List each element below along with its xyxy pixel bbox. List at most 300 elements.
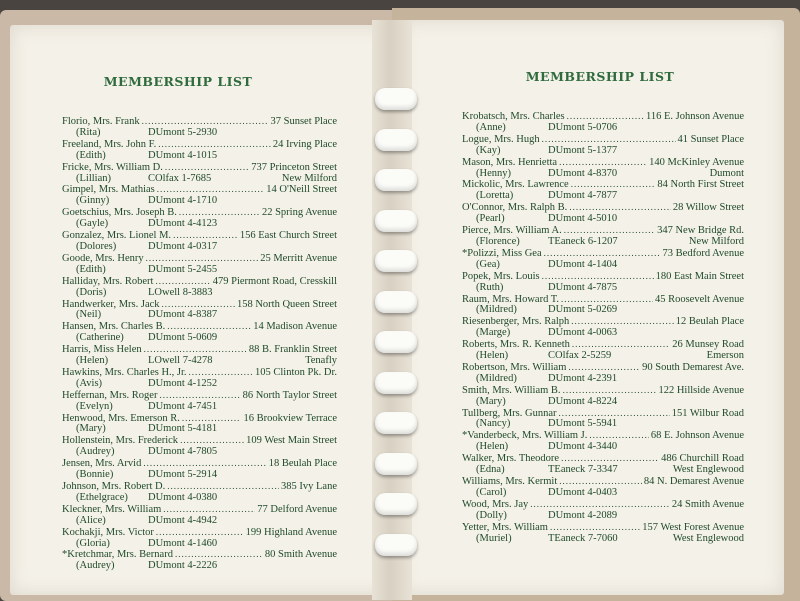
membership-list-left xyxy=(62,116,337,572)
member-name: Gonzalez, Mrs. Lionel M. xyxy=(62,230,172,242)
member-entry xyxy=(62,527,337,550)
member-phone: DUmont 4-0317 xyxy=(148,240,218,252)
member-name-row xyxy=(462,385,744,397)
member-name: Kochakji, Mrs. Victor xyxy=(62,526,154,538)
member-address: 28 Willow Street xyxy=(672,202,744,214)
member-phone: DUmont 4-0380 xyxy=(148,491,218,503)
member-address: 77 Delford Avenue xyxy=(257,503,337,515)
dot-leader xyxy=(561,453,659,464)
member-address: 25 Merritt Avenue xyxy=(260,252,337,264)
member-entry xyxy=(62,299,337,322)
member-address: 116 E. Johnson Avenue xyxy=(646,111,744,122)
member-child: (Mildred) xyxy=(476,304,517,316)
member-child: (Lillian) xyxy=(76,172,111,184)
spiral-coil xyxy=(375,412,417,434)
member-name-row xyxy=(62,276,337,288)
member-entry xyxy=(462,522,744,545)
member-entry xyxy=(62,390,337,413)
dot-leader xyxy=(162,299,235,310)
member-name: Riesenberger, Mrs. Ralph xyxy=(462,316,570,328)
member-detail-row xyxy=(62,288,337,299)
member-name: Kleckner, Mrs. William xyxy=(62,503,162,515)
member-child: (Alice) xyxy=(76,514,106,526)
member-phone: DUmont 4-7805 xyxy=(148,446,218,458)
member-name: Mason, Mrs. Henrietta xyxy=(462,156,558,168)
member-address: 105 Clinton Pk. Dr. xyxy=(255,366,337,378)
member-detail-row xyxy=(62,310,337,321)
member-child: (Audrey) xyxy=(76,446,115,458)
member-name: Freeland, Mrs. John F. xyxy=(62,138,157,150)
member-town xyxy=(648,442,744,453)
member-detail-row xyxy=(62,493,337,504)
member-address: 157 West Forest Avenue xyxy=(642,521,744,533)
member-child: (Mary) xyxy=(76,423,106,435)
member-town xyxy=(248,424,337,435)
member-phone: DUmont 4-5010 xyxy=(548,213,618,225)
member-phone: DUmont 5-0269 xyxy=(548,304,618,316)
member-address: 158 North Queen Street xyxy=(236,298,337,310)
spiral-coil xyxy=(375,493,417,515)
member-name: Hansen, Mrs. Charles B. xyxy=(62,321,166,333)
member-entry xyxy=(462,430,744,453)
member-entry xyxy=(462,157,744,180)
member-town xyxy=(248,265,337,276)
member-town xyxy=(248,219,337,230)
member-detail-row xyxy=(62,219,337,230)
member-town xyxy=(648,305,744,316)
member-detail-row xyxy=(62,539,337,550)
member-name-row xyxy=(462,134,744,146)
member-child: (Gayle) xyxy=(76,218,109,230)
dot-leader xyxy=(571,316,673,327)
member-child: (Dolly) xyxy=(476,509,507,521)
member-detail-row xyxy=(462,397,744,408)
member-address: 80 Smith Avenue xyxy=(264,549,337,561)
member-town xyxy=(248,151,337,162)
dot-leader xyxy=(544,248,661,259)
member-name: Pierce, Mrs. William A. xyxy=(462,225,562,237)
member-detail-row xyxy=(62,561,337,572)
right-page xyxy=(400,20,784,595)
member-name: Robertson, Mrs. William xyxy=(462,361,567,373)
member-child: (Anne) xyxy=(476,121,506,133)
member-name: Hollenstein, Mrs. Frederick xyxy=(62,435,179,447)
member-address: 24 Smith Avenue xyxy=(671,498,744,510)
member-town xyxy=(248,379,337,390)
member-detail-row xyxy=(62,424,337,435)
member-entry xyxy=(62,344,337,367)
member-name: Walker, Mrs. Theodore xyxy=(462,453,560,465)
member-phone: DUmont 4-1404 xyxy=(548,258,618,270)
member-detail-row xyxy=(462,191,744,202)
member-phone: COlfax 1-7685 xyxy=(148,172,212,184)
member-child: (Neil) xyxy=(76,309,102,321)
member-name-row xyxy=(462,271,744,283)
member-name: Hawkins, Mrs. Charles H., Jr. xyxy=(62,366,187,378)
member-phone: DUmont 4-8370 xyxy=(548,167,618,179)
member-address: 479 Piermont Road, Cresskill xyxy=(212,275,337,287)
member-name: Williams, Mrs. Kermit xyxy=(462,476,558,487)
dot-leader xyxy=(563,385,657,396)
member-phone: COlfax 2-5259 xyxy=(548,350,612,362)
member-child: (Dolores) xyxy=(76,240,117,252)
member-town xyxy=(648,328,744,339)
member-phone: DUmont 5-1377 xyxy=(548,144,618,156)
member-detail-row xyxy=(62,242,337,253)
member-child: (Mary) xyxy=(476,395,506,407)
member-town: West Englewood xyxy=(672,464,744,476)
dot-leader xyxy=(559,157,647,168)
spiral-coil xyxy=(375,331,417,353)
member-detail-row xyxy=(462,146,744,157)
member-name: Halliday, Mrs. Robert xyxy=(62,275,154,287)
member-address: 156 East Church Street xyxy=(239,230,337,242)
member-entry xyxy=(62,207,337,230)
member-name: *Vanderbeck, Mrs. William J. xyxy=(462,430,588,442)
member-town xyxy=(648,283,744,294)
dot-leader xyxy=(156,527,244,538)
member-name: Yetter, Mrs. William xyxy=(462,521,548,533)
member-entry xyxy=(62,162,337,185)
member-detail-row xyxy=(62,379,337,390)
member-entry xyxy=(62,139,337,162)
member-detail-row xyxy=(462,534,744,545)
member-child: (Bonnie) xyxy=(76,469,114,481)
member-name: Raum, Mrs. Howard T. xyxy=(462,293,560,305)
member-detail-row xyxy=(462,374,744,385)
member-child: (Edith) xyxy=(76,263,106,275)
member-name: Handwerker, Mrs. Jack xyxy=(62,298,160,310)
dot-leader xyxy=(167,481,279,492)
member-entry xyxy=(462,248,744,271)
member-town xyxy=(248,493,337,504)
member-town xyxy=(648,214,744,225)
dot-leader xyxy=(159,390,240,401)
member-child: (Edna) xyxy=(476,464,505,476)
dot-leader xyxy=(165,162,249,173)
member-name: Jensen, Mrs. Arvid xyxy=(62,458,142,470)
dot-leader xyxy=(530,499,670,510)
dot-leader xyxy=(561,294,653,305)
dot-leader xyxy=(559,408,670,419)
member-address: 84 North First Street xyxy=(657,179,744,191)
member-name-row xyxy=(62,504,337,516)
member-child: (Helen) xyxy=(76,355,109,367)
member-name: O'Connor, Mrs. Ralph B. xyxy=(462,202,568,214)
member-entry xyxy=(462,453,744,476)
member-address: 140 McKinley Avenue xyxy=(649,156,744,168)
member-entry xyxy=(62,253,337,276)
member-name: Johnson, Mrs. Robert D. xyxy=(62,481,166,492)
member-name: Florio, Mrs. Frank xyxy=(62,116,140,127)
member-child: (Doris) xyxy=(76,286,107,298)
member-phone: DUmont 4-4942 xyxy=(148,514,218,526)
dot-leader xyxy=(144,344,247,355)
member-detail-row xyxy=(62,470,337,481)
member-phone: DUmont 4-1252 xyxy=(148,377,218,389)
member-name: Logue, Mrs. Hugh xyxy=(462,133,540,145)
member-address: 199 Highland Avenue xyxy=(245,526,337,538)
member-detail-row xyxy=(462,169,744,180)
member-entry xyxy=(462,476,744,499)
dot-leader xyxy=(568,362,640,373)
member-phone: DUmont 5-5941 xyxy=(548,418,618,430)
member-town xyxy=(248,447,337,458)
spiral-coil xyxy=(375,210,417,232)
member-entry xyxy=(62,321,337,344)
member-town xyxy=(248,333,337,344)
dot-leader xyxy=(173,230,238,241)
member-entry xyxy=(462,271,744,294)
member-town xyxy=(248,470,337,481)
member-child: (Evelyn) xyxy=(76,400,113,412)
member-detail-row xyxy=(62,265,337,276)
member-town xyxy=(248,242,337,253)
member-town xyxy=(248,310,337,321)
member-entry xyxy=(62,435,337,458)
member-child: (Helen) xyxy=(476,441,509,453)
member-detail-row xyxy=(462,351,744,362)
member-address: 486 Churchill Road xyxy=(661,453,744,465)
member-detail-row xyxy=(462,260,744,271)
member-name: Henwood, Mrs. Emerson R. xyxy=(62,412,180,424)
member-town xyxy=(248,288,337,299)
member-child: (Henny) xyxy=(476,167,511,179)
member-entry xyxy=(62,481,337,504)
member-detail-row xyxy=(62,333,337,344)
member-child: (Pearl) xyxy=(476,213,505,225)
spiral-coil xyxy=(375,88,417,110)
member-address: 90 South Demarest Ave. xyxy=(642,361,744,373)
dot-leader xyxy=(564,225,655,236)
member-phone: DUmont 4-7877 xyxy=(548,190,618,202)
member-town xyxy=(648,374,744,385)
member-entry xyxy=(462,499,744,522)
member-address: 347 New Bridge Rd. xyxy=(657,225,744,237)
member-phone: DUmont 4-3440 xyxy=(548,441,618,453)
member-phone: DUmont 5-2455 xyxy=(148,263,218,275)
member-town: Dumont xyxy=(709,167,744,179)
member-entry xyxy=(462,385,744,408)
member-name: Gimpel, Mrs. Mathias xyxy=(62,184,155,196)
member-name: *Kretchmar, Mrs. Bernard xyxy=(62,549,173,561)
member-phone: DUmont 4-2391 xyxy=(548,372,618,384)
member-entry xyxy=(462,134,744,157)
member-address: 88 B. Franklin Street xyxy=(248,344,337,356)
dot-leader xyxy=(163,504,255,515)
member-phone: DUmont 5-0706 xyxy=(548,121,618,133)
member-address: 84 N. Demarest Avenue xyxy=(643,476,744,487)
member-phone: DUmont 4-7451 xyxy=(148,400,218,412)
member-child: (Catherine) xyxy=(76,332,124,344)
member-detail-row xyxy=(462,283,744,294)
dot-leader xyxy=(567,111,644,122)
member-town xyxy=(248,402,337,413)
member-address: 37 Sunset Place xyxy=(270,116,337,127)
member-entry xyxy=(462,339,744,362)
member-phone: DUmont 5-2914 xyxy=(148,469,218,481)
member-town xyxy=(648,511,744,522)
member-name-row xyxy=(462,248,744,260)
member-phone: TEaneck 7-7060 xyxy=(548,532,618,544)
member-town xyxy=(248,539,337,550)
member-name: *Polizzi, Miss Gea xyxy=(462,247,542,259)
member-detail-row xyxy=(62,174,337,185)
dot-leader xyxy=(158,139,271,150)
member-detail-row xyxy=(62,128,337,139)
member-detail-row xyxy=(462,465,744,476)
member-town: Emerson xyxy=(706,350,744,362)
member-phone: LOwell 7-4278 xyxy=(148,355,213,367)
member-phone: TEaneck 7-3347 xyxy=(548,464,618,476)
member-entry xyxy=(62,184,337,207)
dot-leader xyxy=(175,549,263,560)
member-address: 122 Hillside Avenue xyxy=(658,384,744,396)
member-detail-row xyxy=(462,305,744,316)
member-address: 14 Madison Avenue xyxy=(253,321,337,333)
member-phone: DUmont 4-8224 xyxy=(548,395,618,407)
dot-leader xyxy=(542,271,654,282)
spiral-coil xyxy=(375,169,417,191)
dot-leader xyxy=(143,458,266,469)
member-phone: DUmont 4-1710 xyxy=(148,195,218,207)
member-town xyxy=(648,123,744,134)
member-child: (Edith) xyxy=(76,149,106,161)
member-town xyxy=(248,561,337,572)
member-detail-row xyxy=(462,328,744,339)
member-entry xyxy=(462,225,744,248)
member-address: 24 Irving Place xyxy=(272,138,337,150)
member-entry xyxy=(62,230,337,253)
member-entry xyxy=(462,294,744,317)
member-phone: DUmont 5-2930 xyxy=(148,126,218,138)
member-detail-row xyxy=(62,151,337,162)
member-name: Goode, Mrs. Henry xyxy=(62,252,144,264)
member-child: (Kay) xyxy=(476,144,501,156)
dot-leader xyxy=(157,184,265,195)
member-address: 14 O'Neill Street xyxy=(266,184,337,196)
spiral-coil xyxy=(375,372,417,394)
member-detail-row xyxy=(62,516,337,527)
member-name: Roberts, Mrs. R. Kenneth xyxy=(462,339,570,351)
member-phone: DUmont 5-0609 xyxy=(148,332,218,344)
member-entry xyxy=(462,179,744,202)
member-address: 86 North Taylor Street xyxy=(242,389,337,401)
member-detail-row xyxy=(462,511,744,522)
member-name-row xyxy=(62,253,337,265)
member-address: 41 Sunset Place xyxy=(677,133,744,145)
member-name: Krobatsch, Mrs. Charles xyxy=(462,111,565,122)
member-address: 68 E. Johnson Avenue xyxy=(650,430,744,442)
member-child: (Helen) xyxy=(476,350,509,362)
member-phone: LOwell 8-3883 xyxy=(148,286,213,298)
member-detail-row xyxy=(462,488,744,499)
dot-leader xyxy=(572,339,670,350)
member-entry xyxy=(62,367,337,390)
member-entry xyxy=(62,504,337,527)
member-entry xyxy=(62,549,337,572)
member-entry xyxy=(62,458,337,481)
member-name: Heffernan, Mrs. Roger xyxy=(62,389,158,401)
member-name: Popek, Mrs. Louis xyxy=(462,270,540,282)
member-phone: DUmont 4-2089 xyxy=(548,509,618,521)
member-detail-row xyxy=(62,402,337,413)
member-phone: DUmont 4-1460 xyxy=(148,537,218,549)
dot-leader xyxy=(146,253,259,264)
spiral-coil xyxy=(375,291,417,313)
dot-leader xyxy=(589,430,649,441)
member-entry xyxy=(462,408,744,431)
member-town xyxy=(648,419,744,430)
member-town xyxy=(248,128,337,139)
member-name-row xyxy=(62,390,337,402)
member-address: 22 Spring Avenue xyxy=(261,207,337,219)
member-town: New Milford xyxy=(281,172,337,184)
member-phone: TEaneck 6-1207 xyxy=(548,235,618,247)
left-page xyxy=(10,25,390,595)
member-phone: DUmont 4-7875 xyxy=(548,281,618,293)
member-child: (Loretta) xyxy=(476,190,514,202)
member-address: 109 West Main Street xyxy=(246,435,337,447)
member-child: (Avis) xyxy=(76,377,103,389)
member-town xyxy=(648,191,744,202)
member-child: (Marge) xyxy=(476,327,511,339)
member-address: 12 Beulah Place xyxy=(675,316,744,328)
member-detail-row xyxy=(462,442,744,453)
member-address: 16 Brookview Terrace xyxy=(243,412,337,424)
membership-list-right xyxy=(462,111,744,544)
member-child: (Florence) xyxy=(476,235,520,247)
member-address: 385 Ivy Lane xyxy=(281,481,337,492)
member-town xyxy=(648,146,744,157)
member-entry xyxy=(462,202,744,225)
dot-leader xyxy=(559,476,642,487)
member-town xyxy=(648,488,744,499)
member-phone: DUmont 4-4123 xyxy=(148,218,218,230)
member-phone: DUmont 4-2226 xyxy=(148,560,218,572)
member-child: (Ruth) xyxy=(476,281,504,293)
member-name: Smith, Mrs. William B. xyxy=(462,384,561,396)
member-address: 45 Roosevelt Avenue xyxy=(654,293,744,305)
member-address: 180 East Main Street xyxy=(655,270,744,282)
member-child: (Rita) xyxy=(76,126,101,138)
dot-leader xyxy=(542,134,676,145)
member-phone: DUmont 4-8387 xyxy=(148,309,218,321)
member-name: Fricke, Mrs. William D. xyxy=(62,161,163,173)
member-phone: DUmont 4-1015 xyxy=(148,149,218,161)
member-phone: DUmont 5-4181 xyxy=(148,423,218,435)
dot-leader xyxy=(180,435,244,446)
page-title: MEMBERSHIP LIST xyxy=(525,69,675,84)
member-detail-row xyxy=(62,356,337,367)
member-detail-row xyxy=(62,447,337,458)
member-name: Wood, Mrs. Jay xyxy=(462,498,529,510)
member-entry xyxy=(62,116,337,139)
page-title: MEMBERSHIP LIST xyxy=(103,74,253,89)
member-town: Tenafly xyxy=(305,355,337,367)
spiral-coil xyxy=(375,129,417,151)
spiral-coil xyxy=(375,250,417,272)
member-town xyxy=(248,196,337,207)
dot-leader xyxy=(179,207,260,218)
member-detail-row xyxy=(462,214,744,225)
member-address: 73 Bedford Avenue xyxy=(662,247,744,259)
member-name-row xyxy=(462,157,744,169)
member-name-row xyxy=(62,162,337,174)
member-town xyxy=(248,516,337,527)
member-address: 26 Munsey Road xyxy=(672,339,744,351)
member-name: Goetschius, Mrs. Joseph B. xyxy=(62,207,177,219)
